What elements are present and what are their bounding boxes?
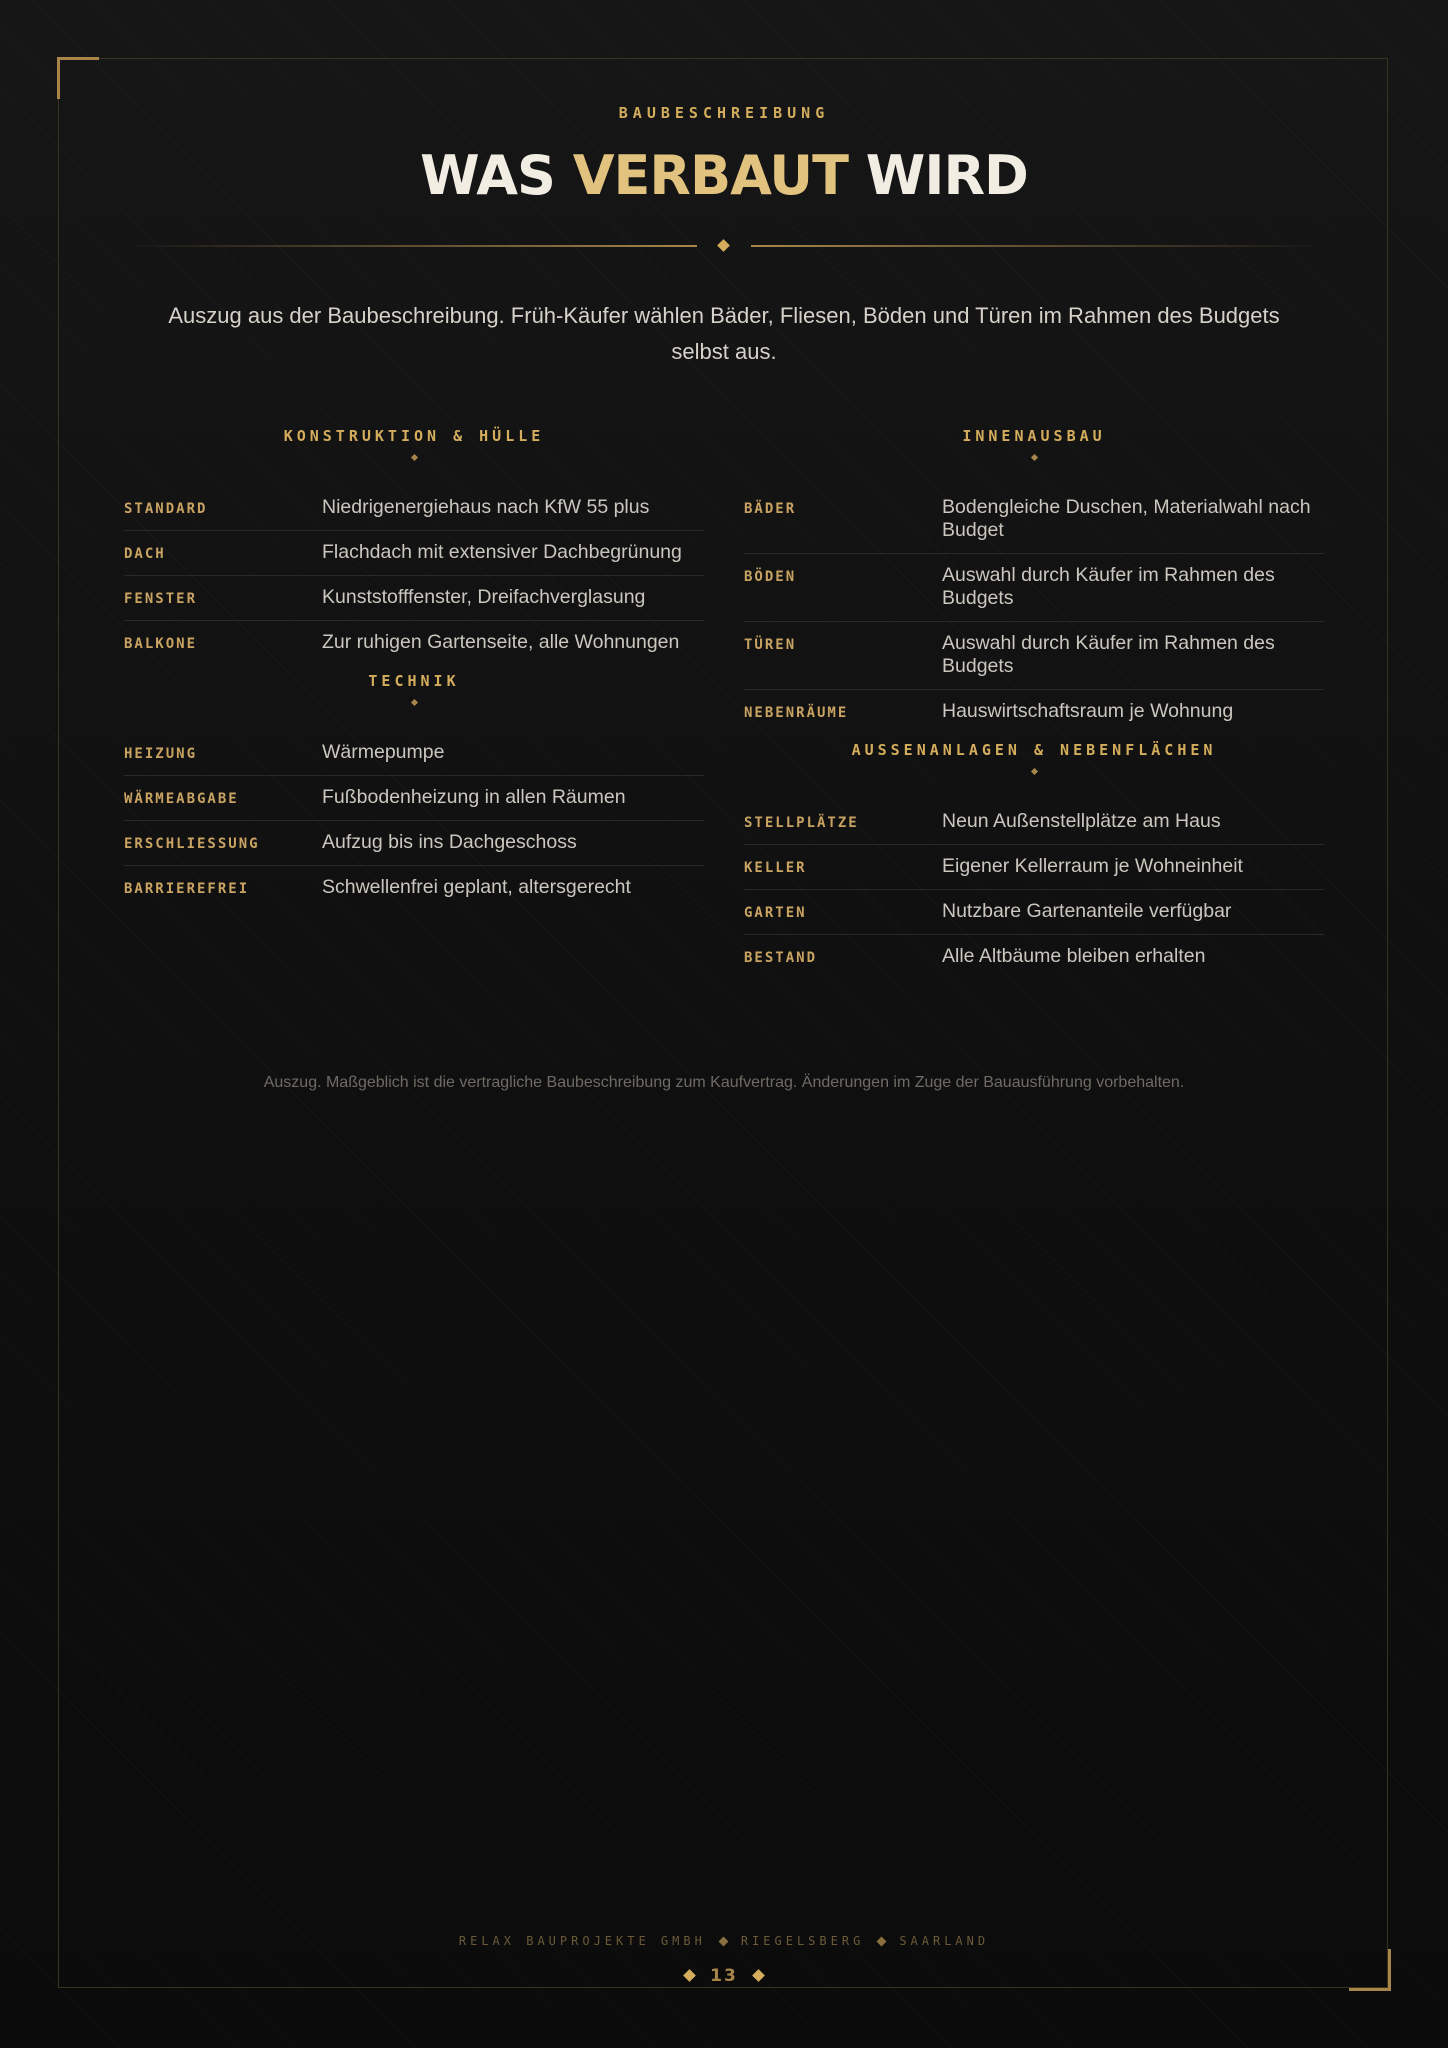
spec-value: Auswahl durch Käufer im Rahmen des Budgets [942,632,1275,677]
spec-key: TÜREN [744,637,797,653]
section-diamond-icon [1030,768,1037,775]
spec-key: BÄDER [744,501,797,517]
legal-footnote: Auszug. Maßgeblich ist die vertragliche Baubeschreibung zum Kaufvertrag. Änderungen im Zuge der Bauausführung vorbehalten. [263,1074,1185,1091]
page-number-value: 13 [710,1966,738,1986]
spec-key: STANDARD [124,501,208,517]
spec-row [124,731,704,776]
spec-value: Bodengleiche Duschen, Materialwahl nach Budget [942,496,1311,541]
spec-row [124,821,704,866]
footer-place: RIEGELSBERG [740,1934,865,1948]
spec-row [744,935,1324,979]
spec-key: NEBENRÄUME [744,705,849,721]
title-part-1: WAS [420,144,573,207]
spec-key: ERSCHLIESSUNG [124,836,260,852]
spec-row [124,621,704,665]
spec-value: Niedrigenergiehaus nach KfW 55 plus [322,496,650,518]
spec-section-technik [124,669,704,910]
left-column [124,424,704,910]
section-title: INNENAUSBAU [962,427,1106,445]
spec-section-aussenanlagen [744,738,1324,979]
spec-key: GARTEN [744,905,807,921]
footer-region: SAARLAND [899,1934,990,1948]
title-divider [125,244,1323,248]
spec-value: Wärmepumpe [322,741,445,763]
spec-key: STELLPLÄTZE [744,815,859,831]
spec-row [744,800,1324,845]
page-number [0,1966,1448,1986]
spec-key: BÖDEN [744,569,797,585]
spec-value: Schwellenfrei geplant, altersgerecht [322,876,631,898]
spec-key: BARRIEREFREI [124,881,250,897]
spec-row [744,486,1324,554]
spec-value: Zur ruhigen Gartenseite, alle Wohnungen [322,631,680,653]
spec-key: DACH [124,546,166,562]
title-part-2: WIRD [847,144,1028,207]
spec-key: BESTAND [744,950,818,966]
spec-row [744,845,1324,890]
footer-company: RELAX BAUPROJEKTE GMBH [458,1934,706,1948]
footer-diamond-icon [718,1936,728,1946]
spec-key: BALKONE [124,636,198,652]
spec-row [744,890,1324,935]
spec-section-innenausbau [744,424,1324,734]
spec-value: Neun Außenstellplätze am Haus [942,810,1221,832]
footer-diamond-icon [877,1936,887,1946]
spec-row [744,554,1324,622]
section-eyebrow: BAUBESCHREIBUNG [618,104,830,122]
spec-row [124,866,704,910]
intro-text: Auszug aus der Baubeschreibung. Früh-Käufer wählen Bäder, Fliesen, Böden und Türen im Rahmen des Budgets selbst aus. [168,303,1280,364]
divider-line-right [751,245,1323,247]
page-number-diamond-icon [683,1969,696,1982]
section-title: AUSSENANLAGEN & NEBENFLÄCHEN [851,741,1217,759]
spec-key: FENSTER [124,591,198,607]
page-number-diamond-icon [752,1969,765,1982]
section-title: KONSTRUKTION & HÜLLE [283,427,545,445]
right-column [744,424,1324,979]
page-footer [0,1934,1448,1948]
spec-rows [744,800,1324,979]
spec-key: HEIZUNG [124,746,198,762]
spec-row [124,486,704,531]
spec-rows [124,731,704,910]
spec-value: Kunststofffenster, Dreifachverglasung [322,586,646,608]
spec-value: Flachdach mit extensiver Dachbegrünung [322,541,682,563]
spec-section-konstruktion [124,424,704,665]
spec-key: WÄRMEABGABE [124,791,239,807]
divider-line-left [125,245,697,247]
section-title: TECHNIK [368,672,460,690]
spec-row [744,690,1324,734]
spec-row [124,776,704,821]
section-diamond-icon [410,454,417,461]
spec-row [124,531,704,576]
spec-value: Alle Altbäume bleiben erhalten [942,945,1206,967]
section-diamond-icon [1030,454,1037,461]
spec-key: KELLER [744,860,807,876]
spec-value: Aufzug bis ins Dachgeschoss [322,831,577,853]
spec-row [124,576,704,621]
section-diamond-icon [410,699,417,706]
title-accent: VERBAUT [572,144,848,207]
spec-value: Eigener Kellerraum je Wohneinheit [942,855,1243,877]
spec-value: Nutzbare Gartenanteile verfügbar [942,900,1232,922]
page-title [0,144,1448,207]
spec-value: Auswahl durch Käufer im Rahmen des Budgets [942,564,1275,609]
corner-ornament-top-left [57,57,99,99]
spec-value: Fußbodenheizung in allen Räumen [322,786,626,808]
spec-rows [744,486,1324,734]
spec-row [744,622,1324,690]
spec-rows [124,486,704,665]
spec-value: Hauswirtschaftsraum je Wohnung [942,700,1234,722]
